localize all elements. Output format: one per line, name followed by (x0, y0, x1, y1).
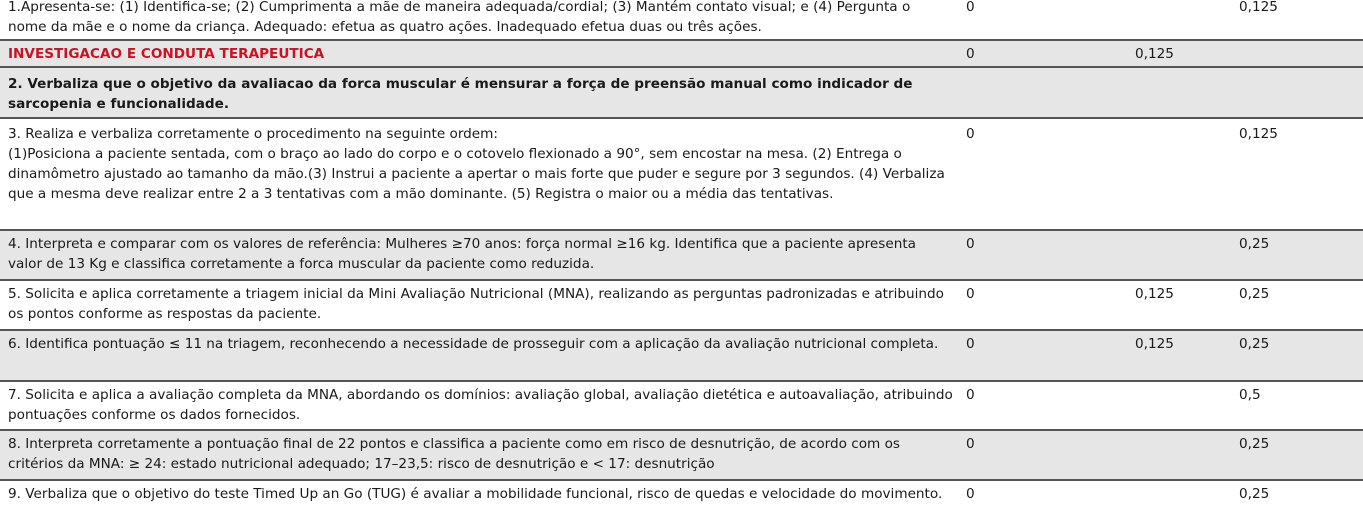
table-row (0, 382, 1363, 431)
score-partial: 0,125 (1135, 336, 1174, 352)
score-full: 0,25 (1239, 486, 1270, 502)
score-zero: 0 (966, 286, 975, 302)
score-zero: 0 (966, 436, 975, 452)
score-full: 0,25 (1239, 236, 1270, 252)
score-partial: 0,125 (1135, 46, 1174, 62)
row-description: 3. Realiza e verbaliza corretamente o procedimento na seguinte ordem: (1)Posiciona a paciente sentada, com o braço ao lado do corpo e o cotovelo flexionado a 90°, sem encostar na mesa. (2) Entrega o dinamômetro ajustado ao tamanho da mão.(3) Instrui a paciente a apertar o mais forte que puder e segure por 3 segundos. (4) Verbaliza que a mesma deve realizar entre 2 a 3 tentativas com a mão dominante. (5) Registra o maior ou a média das tentativas. (8, 126, 945, 202)
section-title: INVESTIGACAO E CONDUTA TERAPEUTICA (8, 46, 325, 62)
score-zero: 0 (966, 46, 975, 62)
table-row (0, 0, 1363, 41)
table-row (0, 119, 1363, 231)
row-description: 9. Verbaliza que o objetivo do teste Timed Up an Go (TUG) é avaliar a mobilidade funcional, risco de quedas e velocidade do movimento. (8, 486, 943, 502)
section-header-row (0, 41, 1363, 68)
row-description: 4. Interpreta e comparar com os valores de referência: Mulheres ≥70 anos: força normal ≥16 kg. Identifica que a paciente apresenta valor de 13 Kg e classifica corretamente a forca muscular da paciente como reduzida. (8, 236, 916, 272)
score-full: 0,25 (1239, 336, 1270, 352)
score-full: 0,5 (1239, 387, 1261, 403)
row-description: 7. Solicita e aplica a avaliação completa da MNA, abordando os domínios: avaliação global, avaliação dietética e autoavaliação, atribuindo pontuações conforme os dados fornecidos. (8, 387, 953, 423)
table-row (0, 281, 1363, 331)
table-row (0, 231, 1363, 281)
table-row (0, 431, 1363, 481)
score-partial: 0,125 (1135, 286, 1174, 302)
score-full: 0,125 (1239, 0, 1278, 15)
score-zero: 0 (966, 236, 975, 252)
row-description: 6. Identifica pontuação ≤ 11 na triagem, reconhecendo a necessidade de prosseguir com a aplicação da avaliação nutricional completa. (8, 336, 939, 352)
table-row (0, 331, 1363, 382)
score-full: 0,25 (1239, 286, 1270, 302)
table-row (0, 481, 1363, 528)
score-zero: 0 (966, 387, 975, 403)
row-description: 8. Interpreta corretamente a pontuação final de 22 pontos e classifica a paciente como em risco de desnutrição, de acordo com os critérios da MNA: ≥ 24: estado nutricional adequado; 17–23,5: risco de desnutrição e < 17: desnutrição (8, 436, 901, 472)
score-zero: 0 (966, 486, 975, 502)
score-zero: 0 (966, 336, 975, 352)
table-row (0, 68, 1363, 119)
row-description: 2. Verbaliza que o objetivo da avaliacao da forca muscular é mensurar a força de preensão manual como indicador de sarcopenia e funcionalidade. (8, 76, 913, 112)
score-zero: 0 (966, 126, 975, 142)
score-zero: 0 (966, 0, 975, 15)
row-description: 5. Solicita e aplica corretamente a triagem inicial da Mini Avaliação Nutricional (MNA), realizando as perguntas padronizadas e atribuindo os pontos conforme as respostas da paciente. (8, 286, 944, 322)
score-full: 0,125 (1239, 126, 1278, 142)
score-full: 0,25 (1239, 436, 1270, 452)
row-description: 1.Apresenta-se: (1) Identifica-se; (2) Cumprimenta a mãe de maneira adequada/cordial; (3) Mantém contato visual; e (4) Pergunta o nome da mãe e o nome da criança. Adequado: efetua as quatro ações. Inadequado efetua duas ou três ações. (8, 0, 911, 35)
